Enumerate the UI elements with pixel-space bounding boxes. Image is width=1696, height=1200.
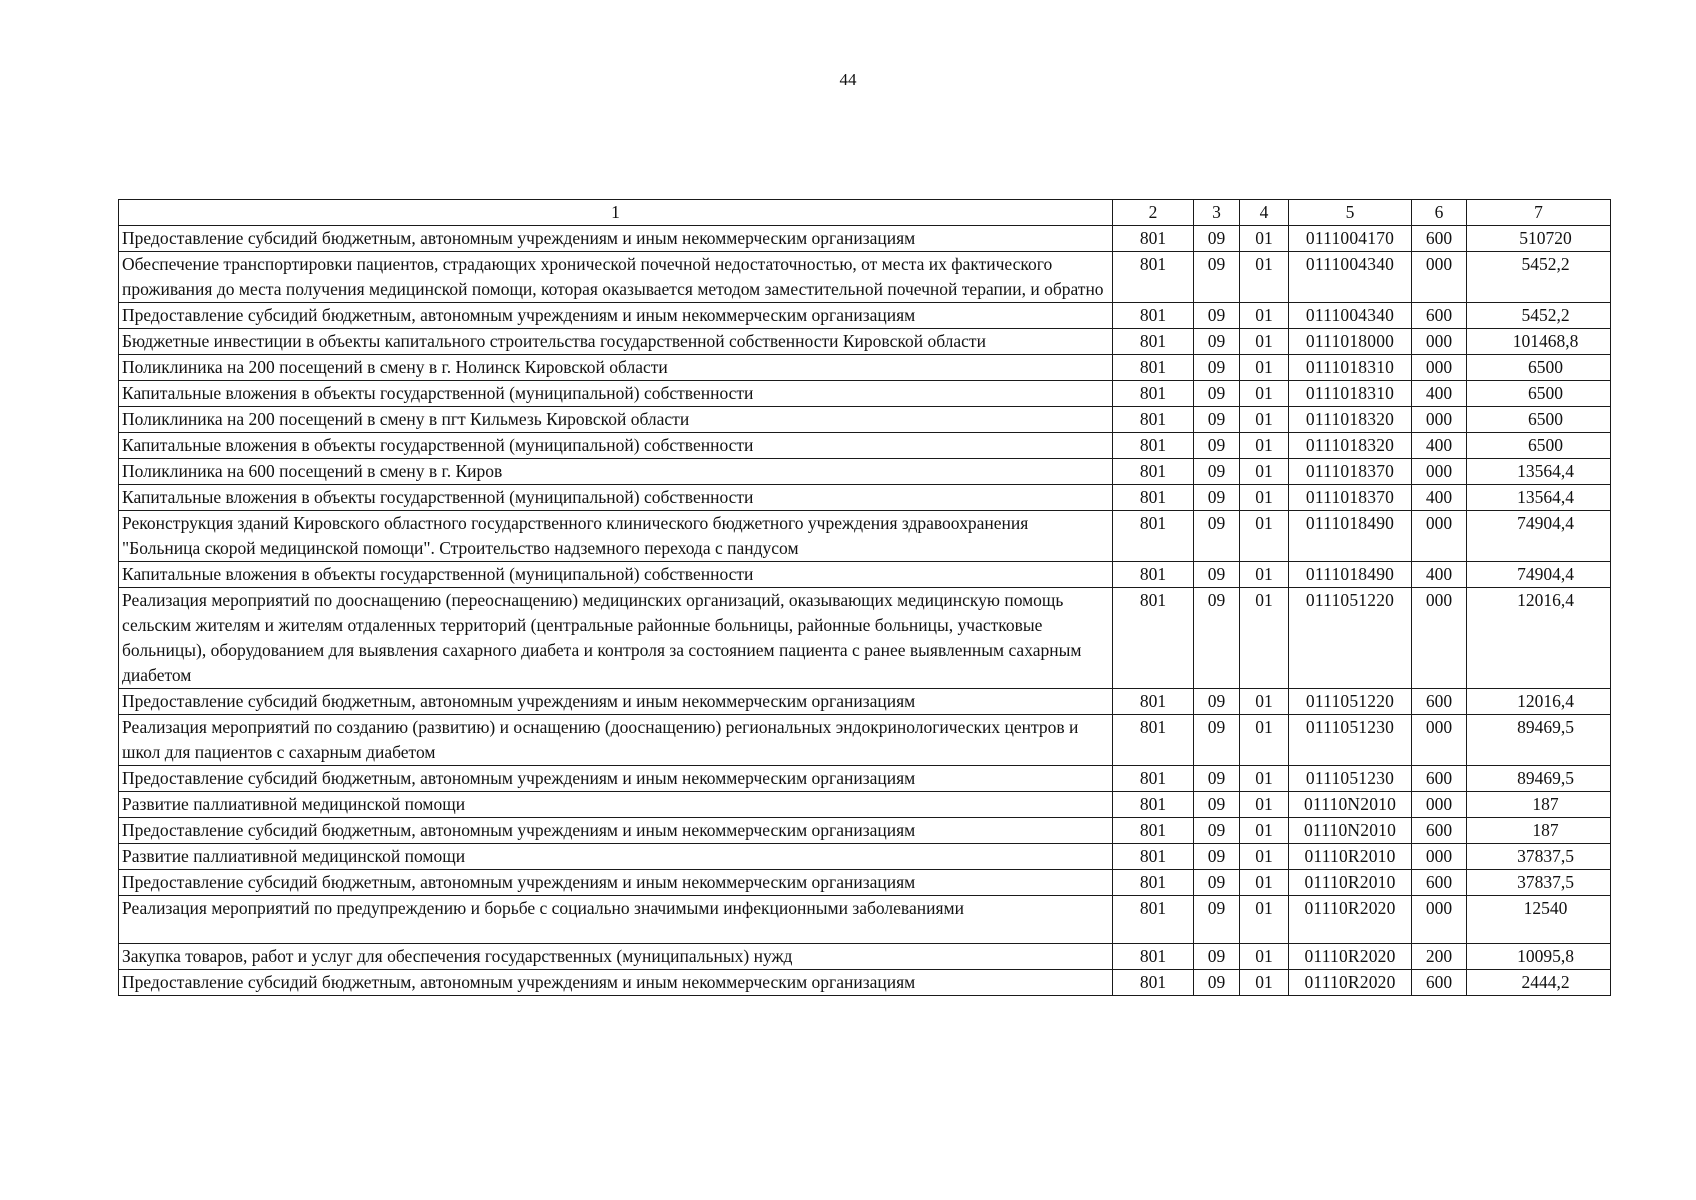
table-row xyxy=(119,511,1611,562)
table-row xyxy=(119,715,1611,766)
row-name: Предоставление субсидий бюджетным, автономным учреждениям и иным некоммерческим организациям xyxy=(119,303,1113,329)
row-subsection-code: 01 xyxy=(1240,433,1289,459)
row-section-code: 09 xyxy=(1194,766,1240,792)
row-ministry-code: 801 xyxy=(1113,944,1194,970)
row-section-code: 09 xyxy=(1194,588,1240,689)
row-ministry-code: 801 xyxy=(1113,303,1194,329)
row-section-code: 09 xyxy=(1194,715,1240,766)
row-target-code: 0111051230 xyxy=(1289,766,1412,792)
table-row xyxy=(119,792,1611,818)
row-subsection-code: 01 xyxy=(1240,970,1289,996)
table-row xyxy=(119,970,1611,996)
table-row xyxy=(119,944,1611,970)
row-section-code: 09 xyxy=(1194,433,1240,459)
table-row xyxy=(119,226,1611,252)
row-subsection-code: 01 xyxy=(1240,896,1289,944)
row-target-code: 0111018370 xyxy=(1289,485,1412,511)
row-subsection-code: 01 xyxy=(1240,355,1289,381)
row-subsection-code: 01 xyxy=(1240,511,1289,562)
row-amount: 12016,4 xyxy=(1467,588,1611,689)
row-subsection-code: 01 xyxy=(1240,485,1289,511)
row-amount: 74904,4 xyxy=(1467,562,1611,588)
row-amount: 187 xyxy=(1467,792,1611,818)
table-row xyxy=(119,407,1611,433)
row-name: Предоставление субсидий бюджетным, автономным учреждениям и иным некоммерческим организациям xyxy=(119,766,1113,792)
row-target-code: 0111004170 xyxy=(1289,226,1412,252)
row-name: Поликлиника на 200 посещений в смену в г. Нолинск Кировской области xyxy=(119,355,1113,381)
table-body xyxy=(119,226,1611,996)
row-name: Реализация мероприятий по предупреждению и борьбе с социально значимыми инфекционными заболеваниями xyxy=(119,896,1113,944)
row-section-code: 09 xyxy=(1194,970,1240,996)
row-name: Обеспечение транспортировки пациентов, страдающих хронической почечной недостаточностью, от места их фактического проживания до места получения медицинской помощи, которая оказывается методом заместительной почечной терапии, и обратно xyxy=(119,252,1113,303)
row-name: Предоставление субсидий бюджетным, автономным учреждениям и иным некоммерческим организациям xyxy=(119,226,1113,252)
row-amount: 12540 xyxy=(1467,896,1611,944)
row-expense-type: 400 xyxy=(1412,381,1467,407)
row-ministry-code: 801 xyxy=(1113,485,1194,511)
row-ministry-code: 801 xyxy=(1113,329,1194,355)
table-row xyxy=(119,689,1611,715)
row-expense-type: 000 xyxy=(1412,844,1467,870)
row-target-code: 0111051220 xyxy=(1289,588,1412,689)
row-name: Предоставление субсидий бюджетным, автономным учреждениям и иным некоммерческим организациям xyxy=(119,689,1113,715)
row-section-code: 09 xyxy=(1194,252,1240,303)
column-header-6: 6 xyxy=(1412,200,1467,226)
row-ministry-code: 801 xyxy=(1113,226,1194,252)
row-section-code: 09 xyxy=(1194,689,1240,715)
row-ministry-code: 801 xyxy=(1113,792,1194,818)
row-amount: 13564,4 xyxy=(1467,459,1611,485)
row-name: Закупка товаров, работ и услуг для обеспечения государственных (муниципальных) нужд xyxy=(119,944,1113,970)
row-subsection-code: 01 xyxy=(1240,329,1289,355)
row-target-code: 0111004340 xyxy=(1289,252,1412,303)
row-ministry-code: 801 xyxy=(1113,715,1194,766)
row-section-code: 09 xyxy=(1194,511,1240,562)
row-target-code: 0111004340 xyxy=(1289,303,1412,329)
row-name: Капитальные вложения в объекты государственной (муниципальной) собственности xyxy=(119,562,1113,588)
row-target-code: 0111018310 xyxy=(1289,381,1412,407)
row-section-code: 09 xyxy=(1194,944,1240,970)
row-subsection-code: 01 xyxy=(1240,870,1289,896)
row-section-code: 09 xyxy=(1194,896,1240,944)
row-target-code: 01110R2010 xyxy=(1289,844,1412,870)
row-target-code: 0111051220 xyxy=(1289,689,1412,715)
row-amount: 13564,4 xyxy=(1467,485,1611,511)
row-ministry-code: 801 xyxy=(1113,252,1194,303)
row-name: Развитие паллиативной медицинской помощи xyxy=(119,844,1113,870)
row-target-code: 0111018000 xyxy=(1289,329,1412,355)
row-target-code: 0111018490 xyxy=(1289,562,1412,588)
row-expense-type: 400 xyxy=(1412,562,1467,588)
row-subsection-code: 01 xyxy=(1240,715,1289,766)
budget-table xyxy=(118,199,1611,996)
row-ministry-code: 801 xyxy=(1113,896,1194,944)
table-row xyxy=(119,485,1611,511)
row-expense-type: 200 xyxy=(1412,944,1467,970)
row-section-code: 09 xyxy=(1194,792,1240,818)
row-amount: 5452,2 xyxy=(1467,303,1611,329)
table-row xyxy=(119,588,1611,689)
row-expense-type: 000 xyxy=(1412,459,1467,485)
table-row xyxy=(119,433,1611,459)
row-name: Предоставление субсидий бюджетным, автономным учреждениям и иным некоммерческим организациям xyxy=(119,870,1113,896)
row-target-code: 0111051230 xyxy=(1289,715,1412,766)
row-ministry-code: 801 xyxy=(1113,459,1194,485)
row-name: Поликлиника на 200 посещений в смену в пгт Кильмезь Кировской области xyxy=(119,407,1113,433)
row-ministry-code: 801 xyxy=(1113,407,1194,433)
row-subsection-code: 01 xyxy=(1240,818,1289,844)
row-ministry-code: 801 xyxy=(1113,381,1194,407)
row-subsection-code: 01 xyxy=(1240,562,1289,588)
row-section-code: 09 xyxy=(1194,407,1240,433)
row-ministry-code: 801 xyxy=(1113,818,1194,844)
row-amount: 6500 xyxy=(1467,355,1611,381)
row-expense-type: 600 xyxy=(1412,226,1467,252)
row-subsection-code: 01 xyxy=(1240,252,1289,303)
row-expense-type: 000 xyxy=(1412,896,1467,944)
row-subsection-code: 01 xyxy=(1240,844,1289,870)
row-subsection-code: 01 xyxy=(1240,407,1289,433)
row-amount: 2444,2 xyxy=(1467,970,1611,996)
row-target-code: 0111018370 xyxy=(1289,459,1412,485)
row-target-code: 0111018310 xyxy=(1289,355,1412,381)
row-subsection-code: 01 xyxy=(1240,381,1289,407)
row-name: Поликлиника на 600 посещений в смену в г. Киров xyxy=(119,459,1113,485)
row-name: Капитальные вложения в объекты государственной (муниципальной) собственности xyxy=(119,485,1113,511)
row-subsection-code: 01 xyxy=(1240,303,1289,329)
column-header-3: 3 xyxy=(1194,200,1240,226)
column-header-4: 4 xyxy=(1240,200,1289,226)
table-row xyxy=(119,844,1611,870)
row-expense-type: 600 xyxy=(1412,818,1467,844)
page-number: 44 xyxy=(839,70,857,89)
row-amount: 89469,5 xyxy=(1467,766,1611,792)
row-amount: 12016,4 xyxy=(1467,689,1611,715)
row-name: Предоставление субсидий бюджетным, автономным учреждениям и иным некоммерческим организациям xyxy=(119,970,1113,996)
row-expense-type: 000 xyxy=(1412,407,1467,433)
row-target-code: 01110R2020 xyxy=(1289,944,1412,970)
row-target-code: 0111018320 xyxy=(1289,433,1412,459)
row-subsection-code: 01 xyxy=(1240,689,1289,715)
row-name: Реализация мероприятий по созданию (развитию) и оснащению (дооснащению) региональных эндокринологических центров и школ для пациентов с сахарным диабетом xyxy=(119,715,1113,766)
row-name: Предоставление субсидий бюджетным, автономным учреждениям и иным некоммерческим организациям xyxy=(119,818,1113,844)
row-ministry-code: 801 xyxy=(1113,870,1194,896)
row-target-code: 01110R2020 xyxy=(1289,970,1412,996)
row-subsection-code: 01 xyxy=(1240,226,1289,252)
table-row xyxy=(119,896,1611,944)
row-expense-type: 000 xyxy=(1412,588,1467,689)
row-ministry-code: 801 xyxy=(1113,355,1194,381)
row-expense-type: 400 xyxy=(1412,433,1467,459)
row-name: Бюджетные инвестиции в объекты капитального строительства государственной собственности Кировской области xyxy=(119,329,1113,355)
row-section-code: 09 xyxy=(1194,303,1240,329)
row-section-code: 09 xyxy=(1194,355,1240,381)
table-row xyxy=(119,381,1611,407)
row-amount: 510720 xyxy=(1467,226,1611,252)
row-ministry-code: 801 xyxy=(1113,970,1194,996)
row-expense-type: 600 xyxy=(1412,970,1467,996)
row-section-code: 09 xyxy=(1194,562,1240,588)
row-expense-type: 600 xyxy=(1412,303,1467,329)
row-amount: 37837,5 xyxy=(1467,870,1611,896)
row-section-code: 09 xyxy=(1194,818,1240,844)
row-expense-type: 000 xyxy=(1412,355,1467,381)
row-subsection-code: 01 xyxy=(1240,792,1289,818)
row-target-code: 0111018320 xyxy=(1289,407,1412,433)
row-amount: 37837,5 xyxy=(1467,844,1611,870)
row-expense-type: 600 xyxy=(1412,766,1467,792)
row-expense-type: 400 xyxy=(1412,485,1467,511)
row-expense-type: 000 xyxy=(1412,715,1467,766)
row-name: Капитальные вложения в объекты государственной (муниципальной) собственности xyxy=(119,381,1113,407)
row-amount: 6500 xyxy=(1467,407,1611,433)
row-section-code: 09 xyxy=(1194,485,1240,511)
row-target-code: 0111018490 xyxy=(1289,511,1412,562)
row-amount: 187 xyxy=(1467,818,1611,844)
row-subsection-code: 01 xyxy=(1240,588,1289,689)
table-row xyxy=(119,870,1611,896)
column-header-7: 7 xyxy=(1467,200,1611,226)
table-row xyxy=(119,252,1611,303)
row-subsection-code: 01 xyxy=(1240,944,1289,970)
table-row xyxy=(119,766,1611,792)
row-amount: 6500 xyxy=(1467,381,1611,407)
row-amount: 101468,8 xyxy=(1467,329,1611,355)
row-amount: 6500 xyxy=(1467,433,1611,459)
row-target-code: 01110N2010 xyxy=(1289,818,1412,844)
table-row xyxy=(119,562,1611,588)
column-header-5: 5 xyxy=(1289,200,1412,226)
row-amount: 89469,5 xyxy=(1467,715,1611,766)
table-row xyxy=(119,459,1611,485)
row-name: Развитие паллиативной медицинской помощи xyxy=(119,792,1113,818)
row-target-code: 01110R2010 xyxy=(1289,870,1412,896)
table-row xyxy=(119,329,1611,355)
row-target-code: 01110N2010 xyxy=(1289,792,1412,818)
row-target-code: 01110R2020 xyxy=(1289,896,1412,944)
row-ministry-code: 801 xyxy=(1113,766,1194,792)
row-ministry-code: 801 xyxy=(1113,511,1194,562)
row-name: Реализация мероприятий по дооснащению (переоснащению) медицинских организаций, оказывающих медицинскую помощь сельским жителям и жителям отдаленных территорий (центральные районные больницы, районные больницы, участковые больницы), оборудованием для выявления сахарного диабета и контроля за состоянием пациента с ранее выявленным сахарным диабетом xyxy=(119,588,1113,689)
row-expense-type: 000 xyxy=(1412,511,1467,562)
row-expense-type: 000 xyxy=(1412,792,1467,818)
column-header-1: 1 xyxy=(119,200,1113,226)
row-expense-type: 000 xyxy=(1412,329,1467,355)
row-subsection-code: 01 xyxy=(1240,459,1289,485)
row-ministry-code: 801 xyxy=(1113,844,1194,870)
table-row xyxy=(119,355,1611,381)
row-amount: 10095,8 xyxy=(1467,944,1611,970)
table-row xyxy=(119,818,1611,844)
row-ministry-code: 801 xyxy=(1113,433,1194,459)
row-subsection-code: 01 xyxy=(1240,766,1289,792)
row-amount: 74904,4 xyxy=(1467,511,1611,562)
table-row xyxy=(119,303,1611,329)
row-section-code: 09 xyxy=(1194,459,1240,485)
row-amount: 5452,2 xyxy=(1467,252,1611,303)
row-name: Капитальные вложения в объекты государственной (муниципальной) собственности xyxy=(119,433,1113,459)
row-ministry-code: 801 xyxy=(1113,562,1194,588)
header-row xyxy=(119,200,1611,226)
row-expense-type: 000 xyxy=(1412,252,1467,303)
row-ministry-code: 801 xyxy=(1113,689,1194,715)
row-expense-type: 600 xyxy=(1412,870,1467,896)
row-section-code: 09 xyxy=(1194,870,1240,896)
row-expense-type: 600 xyxy=(1412,689,1467,715)
row-name: Реконструкция зданий Кировского областного государственного клинического бюджетного учреждения здравоохранения "Больница скорой медицинской помощи". Строительство надземного перехода с пандусом xyxy=(119,511,1113,562)
column-header-2: 2 xyxy=(1113,200,1194,226)
row-section-code: 09 xyxy=(1194,226,1240,252)
row-ministry-code: 801 xyxy=(1113,588,1194,689)
row-section-code: 09 xyxy=(1194,329,1240,355)
row-section-code: 09 xyxy=(1194,381,1240,407)
row-section-code: 09 xyxy=(1194,844,1240,870)
